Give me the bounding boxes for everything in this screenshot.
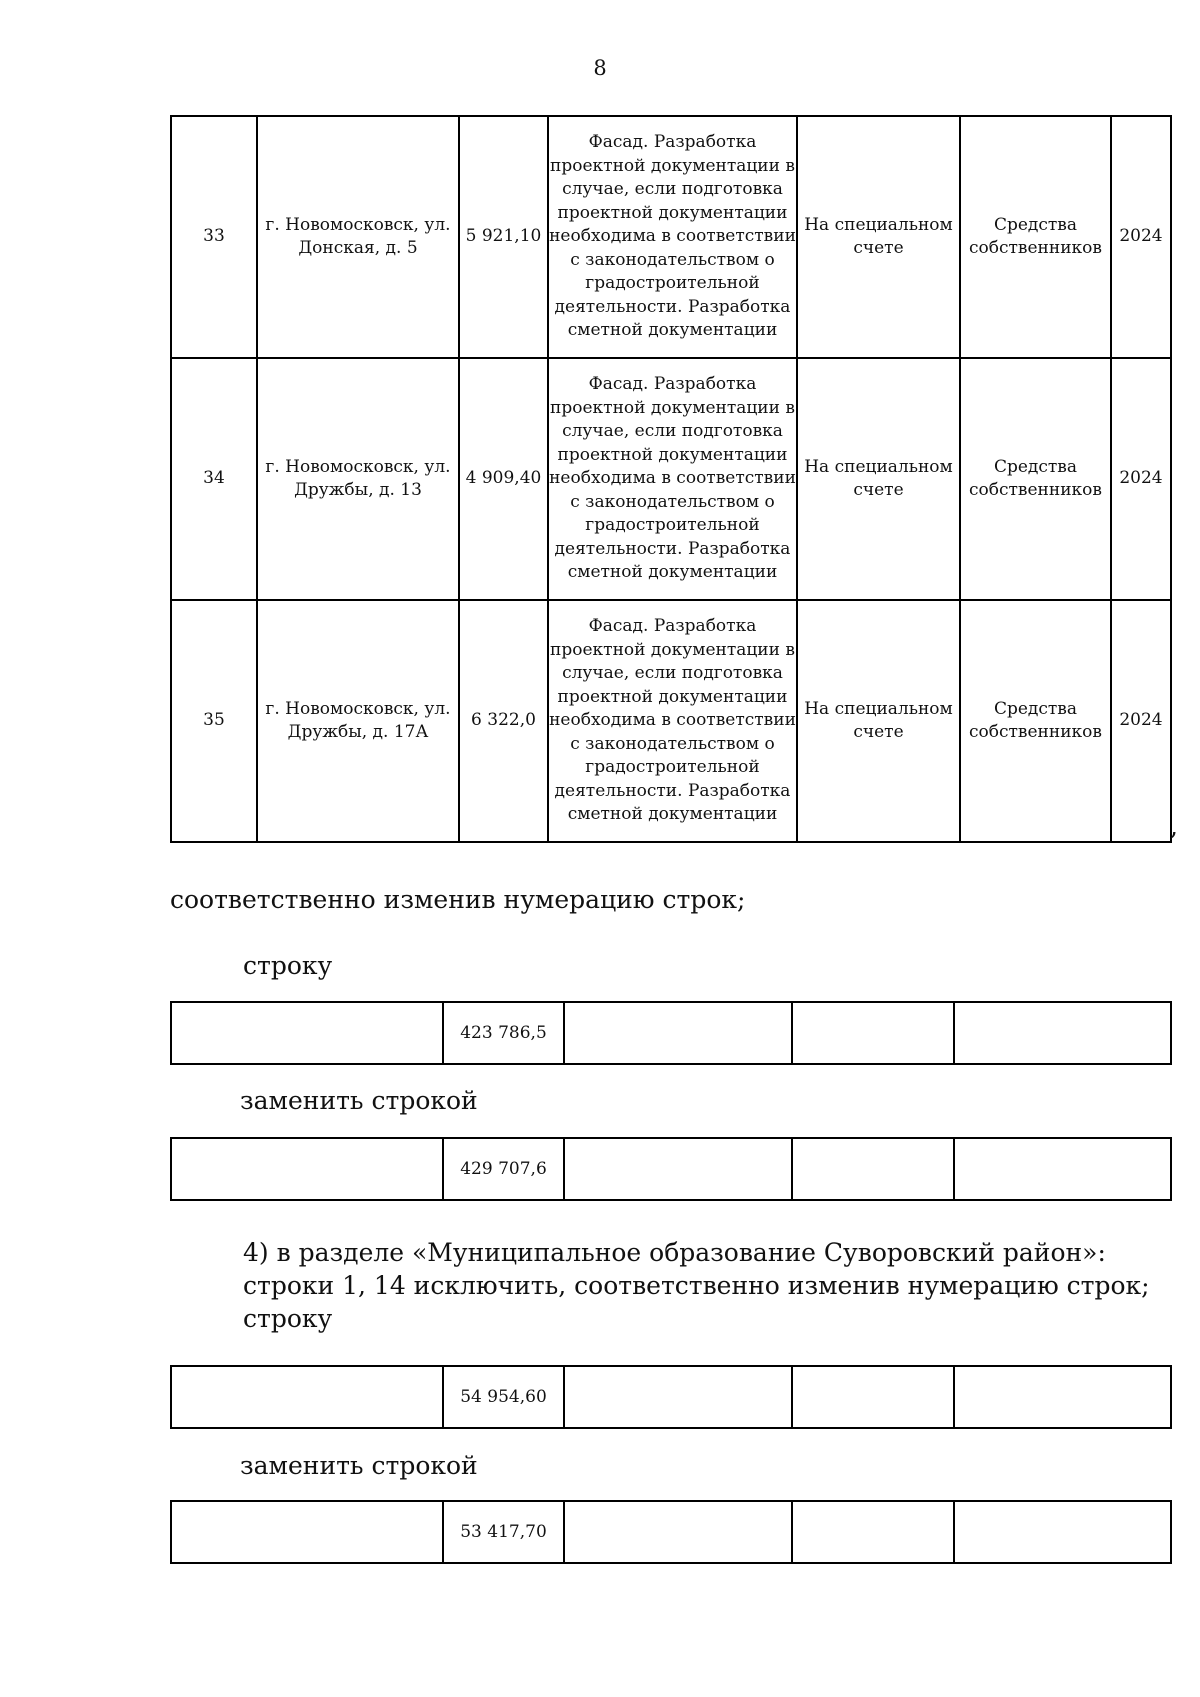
empty-cell — [792, 1501, 954, 1563]
work-type-cell: Фасад. Разработка проектной документации в случае, если подготовка проектной документации необходима в соответствии с законодательством о градостроительной деятельности. Разработка сметной документации — [548, 600, 797, 842]
line-word-text: строку — [243, 1304, 333, 1333]
row-number: 34 — [171, 358, 257, 600]
table-row — [171, 116, 1171, 358]
empty-cell — [792, 1138, 954, 1200]
empty-cell — [564, 1366, 792, 1428]
empty-cell — [564, 1501, 792, 1563]
empty-cell — [171, 1138, 443, 1200]
address-cell: г. Новомосковск, ул. Дружбы, д. 17А — [257, 600, 459, 842]
total-amount-cell: 429 707,6 — [443, 1138, 564, 1200]
account-cell: На специальном счете — [797, 600, 960, 842]
funding-cell: Средства собственников — [960, 358, 1111, 600]
year-cell: 2024 — [1111, 116, 1171, 358]
renumber-text: соответственно изменив нумерацию строк; — [170, 885, 746, 914]
account-cell: На специальном счете — [797, 116, 960, 358]
table-row — [171, 600, 1171, 842]
table-row — [171, 1501, 1171, 1563]
total-row-table-new-2 — [170, 1500, 1172, 1564]
empty-cell — [171, 1002, 443, 1064]
total-amount-cell: 423 786,5 — [443, 1002, 564, 1064]
row-number: 33 — [171, 116, 257, 358]
empty-cell — [954, 1002, 1171, 1064]
account-cell: На специальном счете — [797, 358, 960, 600]
row-number: 35 — [171, 600, 257, 842]
replace-text: заменить строкой — [240, 1086, 478, 1115]
replace-text: заменить строкой — [240, 1451, 478, 1480]
empty-cell — [564, 1138, 792, 1200]
table-row — [171, 1366, 1171, 1428]
work-type-cell: Фасад. Разработка проектной документации в случае, если подготовка проектной документации необходима в соответствии с законодательством о градостроительной деятельности. Разработка сметной документации — [548, 358, 797, 600]
line-word-text: строку — [243, 951, 333, 980]
empty-cell — [171, 1366, 443, 1428]
total-amount-cell: 54 954,60 — [443, 1366, 564, 1428]
year-cell: 2024 — [1111, 600, 1171, 842]
address-cell: г. Новомосковск, ул. Дружбы, д. 13 — [257, 358, 459, 600]
table-row — [171, 1002, 1171, 1064]
table-row — [171, 1138, 1171, 1200]
amount-cell: 6 322,0 — [459, 600, 548, 842]
repair-works-table — [170, 115, 1172, 843]
year-cell: 2024 — [1111, 358, 1171, 600]
address-cell: г. Новомосковск, ул. Донская, д. 5 — [257, 116, 459, 358]
total-row-table-old-2 — [170, 1365, 1172, 1429]
empty-cell — [954, 1366, 1171, 1428]
funding-cell: Средства собственников — [960, 600, 1111, 842]
empty-cell — [954, 1138, 1171, 1200]
section-4-heading: 4) в разделе «Муниципальное образование Суворовский район»: — [243, 1238, 1106, 1267]
empty-cell — [171, 1501, 443, 1563]
amount-cell: 5 921,10 — [459, 116, 548, 358]
section-4-exclude-text: строки 1, 14 исключить, соответственно изменив нумерацию строк; — [243, 1271, 1150, 1300]
total-amount-cell: 53 417,70 — [443, 1501, 564, 1563]
total-row-table-old-1 — [170, 1001, 1172, 1065]
empty-cell — [792, 1366, 954, 1428]
amount-cell: 4 909,40 — [459, 358, 548, 600]
empty-cell — [564, 1002, 792, 1064]
table-row — [171, 358, 1171, 600]
page-number: 8 — [593, 56, 607, 80]
empty-cell — [792, 1002, 954, 1064]
funding-cell: Средства собственников — [960, 116, 1111, 358]
trailing-comma: , — [1170, 812, 1178, 841]
work-type-cell: Фасад. Разработка проектной документации в случае, если подготовка проектной документации необходима в соответствии с законодательством о градостроительной деятельности. Разработка сметной документации — [548, 116, 797, 358]
empty-cell — [954, 1501, 1171, 1563]
total-row-table-new-1 — [170, 1137, 1172, 1201]
